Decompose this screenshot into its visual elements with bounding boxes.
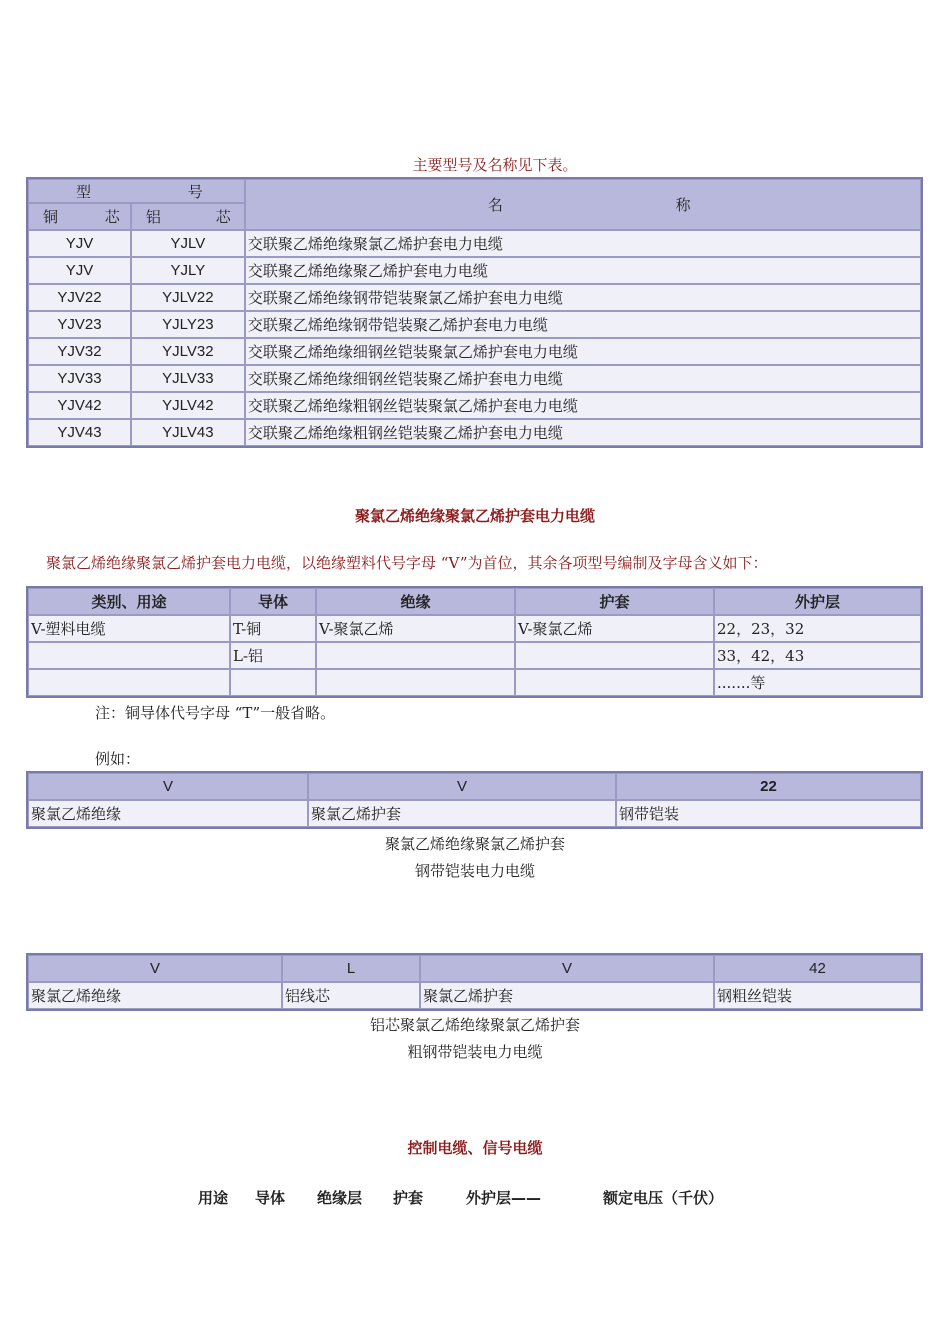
- cable-model-table: [26, 177, 923, 448]
- example1-caption-line2: 钢带铠装电力电缆: [414, 862, 535, 880]
- example-label: 例如：: [95, 750, 141, 768]
- section-title-control-cable: 控制电缆、信号电缆: [407, 1139, 543, 1157]
- table-cell: [316, 669, 515, 696]
- meaning-cell: 聚氯乙烯绝缘: [28, 982, 282, 1009]
- table-row: [28, 392, 921, 419]
- copper-model: YJV32: [28, 338, 131, 365]
- aluminum-model: YJLV42: [131, 392, 245, 419]
- label-outer-layer: 外护层——: [466, 1189, 542, 1207]
- note-text: 注：铜导体代号字母 “T”一般省略。: [95, 704, 336, 722]
- code-cell: L: [282, 955, 420, 982]
- table-row: [28, 982, 921, 1009]
- copper-model: YJV43: [28, 419, 131, 446]
- header-conductor: 导体: [230, 588, 316, 615]
- header-sheath: 护套: [515, 588, 714, 615]
- table-row: [28, 284, 921, 311]
- copper-model: YJV33: [28, 365, 131, 392]
- code-cell: V: [308, 773, 616, 800]
- code-cell: V: [420, 955, 714, 982]
- cable-name: 交联聚乙烯绝缘钢带铠装聚乙烯护套电力电缆: [245, 311, 921, 338]
- cable-name: 交联聚乙烯绝缘粗钢丝铠装聚氯乙烯护套电力电缆: [245, 392, 921, 419]
- header-insulation: 绝缘: [316, 588, 515, 615]
- header-category: 类别、用途: [28, 588, 230, 615]
- table-row: [28, 338, 921, 365]
- copper-model: YJV: [28, 257, 131, 284]
- table-cell: [515, 669, 714, 696]
- table-row: [28, 419, 921, 446]
- meaning-cell: 聚氯乙烯绝缘: [28, 800, 308, 827]
- example1-caption-line1: 聚氯乙烯绝缘聚氯乙烯护套: [384, 835, 565, 853]
- table-cell: V-聚氯乙烯: [316, 615, 515, 642]
- aluminum-model: YJLV22: [131, 284, 245, 311]
- label-rated-voltage: 额定电压（千伏）: [603, 1189, 724, 1207]
- table-cell: [316, 642, 515, 669]
- example2-caption-line1: 铝芯聚氯乙烯绝缘聚氯乙烯护套: [369, 1016, 580, 1034]
- header-outer-layer: 外护层: [714, 588, 921, 615]
- example-table-2: [26, 953, 923, 1011]
- table-cell: [28, 669, 230, 696]
- header-name: 名 称: [245, 179, 921, 230]
- table-row: [28, 615, 921, 642]
- aluminum-model: YJLV32: [131, 338, 245, 365]
- header-model: 型 号: [28, 179, 245, 203]
- intro-text: 主要型号及名称见下表。: [412, 156, 578, 174]
- aluminum-model: YJLY23: [131, 311, 245, 338]
- aluminum-model: YJLV: [131, 230, 245, 257]
- copper-model: YJV22: [28, 284, 131, 311]
- table-cell: 22，23，32: [714, 615, 921, 642]
- header-aluminum: 铝 芯: [131, 203, 245, 230]
- label-usage: 用途: [198, 1189, 229, 1207]
- meaning-cell: 钢带铠装: [616, 800, 921, 827]
- table-cell: L-铝: [230, 642, 316, 669]
- table-cell: [230, 669, 316, 696]
- copper-model: YJV23: [28, 311, 131, 338]
- table-cell: V-塑料电缆: [28, 615, 230, 642]
- label-conductor: 导体: [255, 1189, 286, 1207]
- table-cell: T-铜: [230, 615, 316, 642]
- label-insulation: 绝缘层: [317, 1189, 363, 1207]
- code-cell: 42: [714, 955, 921, 982]
- table-cell: [28, 642, 230, 669]
- section-description: 聚氯乙烯绝缘聚氯乙烯护套电力电缆，以绝缘塑料代号字母 “V”为首位，其余各项型号编制及字母含义如下：: [46, 554, 768, 572]
- meaning-cell: 铝线芯: [282, 982, 420, 1009]
- example2-caption-line2: 粗钢带铠装电力电缆: [407, 1043, 543, 1061]
- table-row: [28, 642, 921, 669]
- cable-name: 交联聚乙烯绝缘聚氯乙烯护套电力电缆: [245, 230, 921, 257]
- code-meaning-table: [26, 586, 923, 698]
- header-copper: 铜 芯: [28, 203, 131, 230]
- meaning-cell: 聚氯乙烯护套: [420, 982, 714, 1009]
- table-cell: [515, 642, 714, 669]
- table-cell: .......等: [714, 669, 921, 696]
- code-cell: V: [28, 773, 308, 800]
- table-row: [28, 230, 921, 257]
- section-title-pvc: 聚氯乙烯绝缘聚氯乙烯护套电力电缆: [354, 507, 595, 525]
- table-cell: V-聚氯乙烯: [515, 615, 714, 642]
- copper-model: YJV42: [28, 392, 131, 419]
- cable-name: 交联聚乙烯绝缘细钢丝铠装聚乙烯护套电力电缆: [245, 365, 921, 392]
- code-cell: V: [28, 955, 282, 982]
- meaning-cell: 聚氯乙烯护套: [308, 800, 616, 827]
- cable-name: 交联聚乙烯绝缘聚乙烯护套电力电缆: [245, 257, 921, 284]
- code-cell: 22: [616, 773, 921, 800]
- copper-model: YJV: [28, 230, 131, 257]
- table-row: [28, 311, 921, 338]
- table-row: [28, 669, 921, 696]
- meaning-cell: 钢粗丝铠装: [714, 982, 921, 1009]
- aluminum-model: YJLV33: [131, 365, 245, 392]
- table-row: [28, 365, 921, 392]
- table-row: [28, 800, 921, 827]
- aluminum-model: YJLY: [131, 257, 245, 284]
- aluminum-model: YJLV43: [131, 419, 245, 446]
- table-row: [28, 257, 921, 284]
- example-table-1: [26, 771, 923, 829]
- cable-name: 交联聚乙烯绝缘粗钢丝铠装聚乙烯护套电力电缆: [245, 419, 921, 446]
- cable-name: 交联聚乙烯绝缘细钢丝铠装聚氯乙烯护套电力电缆: [245, 338, 921, 365]
- cable-name: 交联聚乙烯绝缘钢带铠装聚氯乙烯护套电力电缆: [245, 284, 921, 311]
- label-sheath: 护套: [393, 1189, 424, 1207]
- table-cell: 33，42，43: [714, 642, 921, 669]
